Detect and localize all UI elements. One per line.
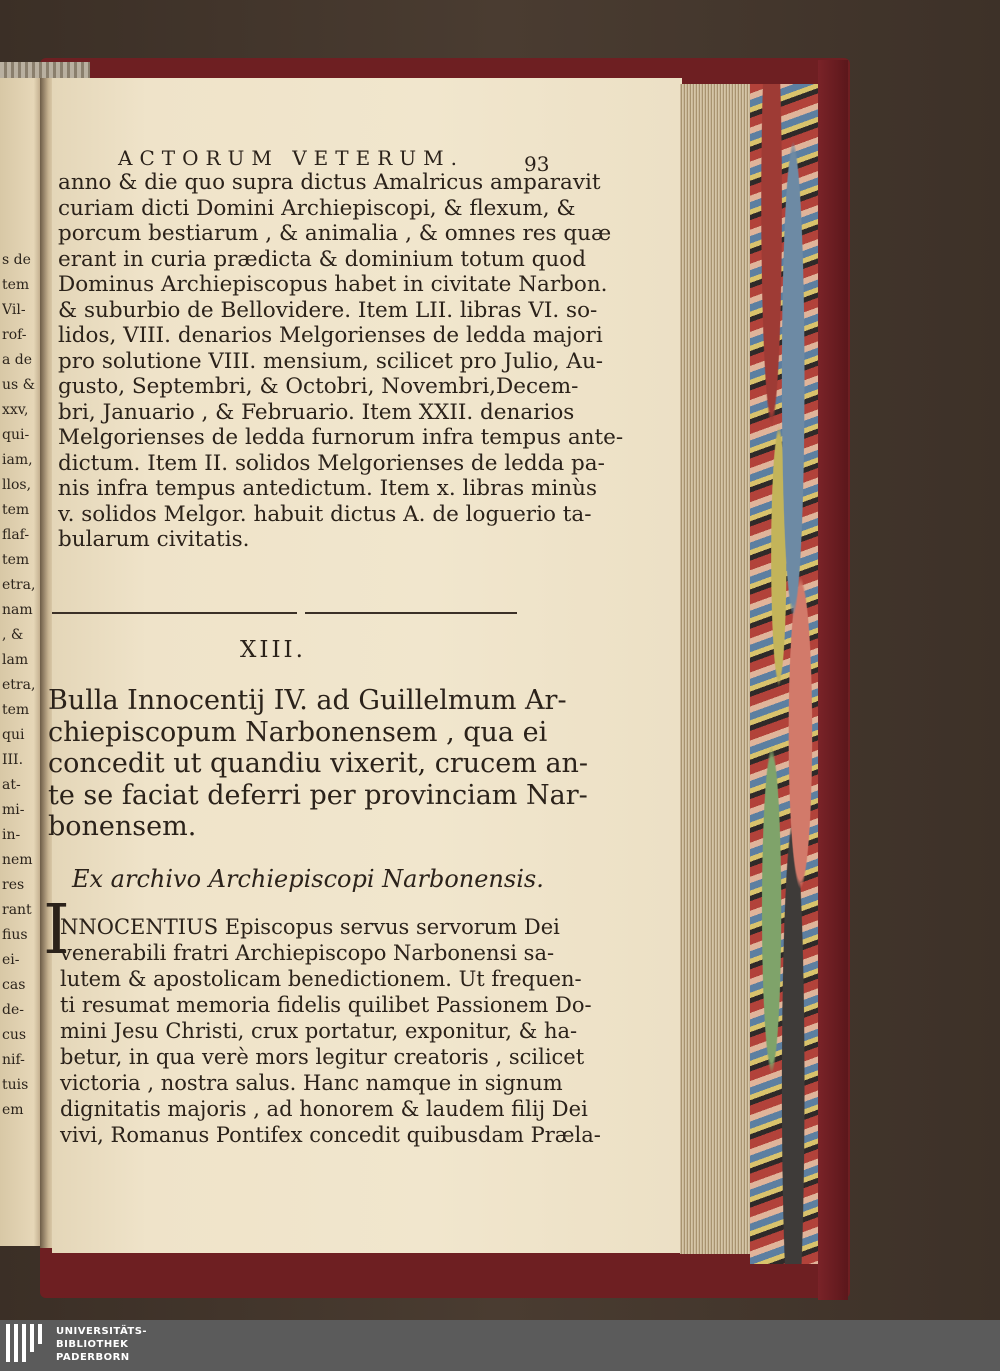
left-page-line: nam xyxy=(2,602,33,618)
body-line: bularum civitatis. xyxy=(58,527,250,552)
body-line: Dominus Archiepiscopus habet in civitate Narbon. xyxy=(58,272,608,297)
library-footer xyxy=(0,1320,1000,1371)
letter-line: lutem & apostolicam benedictionem. Ut frequen- xyxy=(60,967,582,991)
drop-cap: I xyxy=(43,891,70,970)
letter-line: venerabili fratri Archiepiscopo Narbonensi sa- xyxy=(60,941,555,965)
left-page-text xyxy=(2,248,40,1123)
heading-line: chiepiscopum Narbonensem , qua ei xyxy=(48,716,548,748)
left-page-line: ei- xyxy=(2,952,20,968)
left-page-line: rof- xyxy=(2,327,27,343)
left-page-line: xxv, xyxy=(2,402,29,418)
body-line: porcum bestiarum , & animalia , & omnes res quæ xyxy=(58,221,612,246)
left-page-line: etra, xyxy=(2,677,36,693)
heading-line: concedit ut quandiu vixerit, crucem an- xyxy=(48,748,589,779)
section-number: XIII. xyxy=(240,637,306,663)
section-rule-left xyxy=(52,612,297,614)
left-page-line: in- xyxy=(2,827,21,843)
left-page-line: III. xyxy=(2,752,24,768)
body-line: anno & die quo supra dictus Amalricus amparavit xyxy=(58,170,601,195)
left-page-line: , & xyxy=(2,627,24,643)
body-line: & suburbio de Bellovidere. Item LII. libras VI. so- xyxy=(58,297,598,323)
library-name-line3: PADERBORN xyxy=(56,1352,130,1363)
left-page-line: lam xyxy=(2,652,29,668)
heading-line: Bulla Innocentij IV. ad Guillelmum Ar- xyxy=(48,685,567,716)
body-line: pro solutione VIII. mensium, scilicet pro Julio, Au- xyxy=(58,348,604,374)
left-page-line: s de xyxy=(2,252,31,268)
left-page-line: etra, xyxy=(2,577,36,593)
body-line: nis infra tempus antedictum. Item x. libras minùs xyxy=(58,476,598,501)
body-line: bri, Januario , & Februario. Item XXII. denarios xyxy=(58,399,575,425)
marbled-endpaper xyxy=(750,84,822,1264)
left-page-line: qui- xyxy=(2,427,30,443)
running-head: ACTORUM VETERUM. xyxy=(118,146,464,170)
left-page-line: qui xyxy=(2,727,25,743)
letter-text xyxy=(60,914,601,1148)
source-line: Ex archivo Archiepiscopi Narbonensis. xyxy=(72,865,544,893)
left-page-line: tem xyxy=(2,502,30,518)
left-page-line: at- xyxy=(2,777,21,793)
left-page-line: tem xyxy=(2,552,30,568)
body-line: lidos, VIII. denarios Melgorienses de ledda majori xyxy=(58,323,603,348)
letter-line: dignitatis majoris , ad honorem & laudem filij Dei xyxy=(60,1097,588,1121)
left-page-line: mi- xyxy=(2,802,25,818)
left-page-line: fius xyxy=(2,927,28,943)
left-page-fragment xyxy=(0,78,42,1246)
body-line: gusto, Septembri, & Octobri, Novembri,Decem- xyxy=(58,374,579,399)
library-name-line1: UNIVERSITÄTS- xyxy=(56,1326,148,1337)
book-cover-edge xyxy=(818,60,848,1300)
body-line: erant in curia prædicta & dominium totum quod xyxy=(58,246,586,272)
page-edges xyxy=(680,84,750,1254)
left-page-line: em xyxy=(2,1102,24,1118)
heading-line: bonensem. xyxy=(48,811,197,842)
body-text xyxy=(58,170,624,553)
left-page-line: tem xyxy=(2,277,30,293)
left-page-line: nem xyxy=(2,852,33,868)
left-page-line: flaf- xyxy=(2,527,30,543)
page-number: 93 xyxy=(524,152,550,176)
section-rule-right xyxy=(305,612,517,614)
left-page-line: a de xyxy=(2,352,33,368)
left-page-line: de- xyxy=(2,1002,24,1018)
heading-line: te se faciat deferri per provinciam Nar- xyxy=(48,779,588,811)
left-page-line: Vil- xyxy=(2,302,26,318)
left-page-line: tem xyxy=(2,702,30,718)
letter-line: betur, in qua verè mors legitur creatoris , scilicet xyxy=(60,1045,585,1069)
left-page-line: cus xyxy=(2,1027,27,1043)
library-logo-icon xyxy=(6,1324,46,1366)
letter-line: vivi, Romanus Pontifex concedit quibusdam Præla- xyxy=(60,1123,601,1147)
left-page-line: us & xyxy=(2,377,36,393)
left-page-line: res xyxy=(2,877,25,893)
letter-line: victoria , nostra salus. Hanc namque in signum xyxy=(60,1071,563,1095)
left-page-line: rant xyxy=(2,902,32,918)
left-page-line: cas xyxy=(2,977,26,993)
letter-line: mini Jesu Christi, crux portatur, exponitur, & ha- xyxy=(60,1019,578,1043)
left-page-line: nif- xyxy=(2,1052,25,1068)
left-page-line: iam, xyxy=(2,452,33,468)
body-line: curiam dicti Domini Archiepiscopi, & flexum, & xyxy=(58,195,576,221)
left-page-line: llos, xyxy=(2,477,32,493)
library-name xyxy=(56,1325,147,1364)
letter-line: NNOCENTIUS Episcopus servus servorum Dei xyxy=(60,915,560,939)
body-line: Melgorienses de ledda furnorum infra tempus ante- xyxy=(58,425,624,450)
body-line: dictum. Item II. solidos Melgorienses de ledda pa- xyxy=(58,450,605,476)
letter-line: ti resumat memoria fidelis quilibet Passionem Do- xyxy=(60,993,592,1017)
library-name-line2: BIBLIOTHEK xyxy=(56,1339,129,1350)
body-line: v. solidos Melgor. habuit dictus A. de loguerio ta- xyxy=(58,501,592,527)
document-heading xyxy=(48,685,589,843)
left-page-line: tuis xyxy=(2,1077,29,1093)
